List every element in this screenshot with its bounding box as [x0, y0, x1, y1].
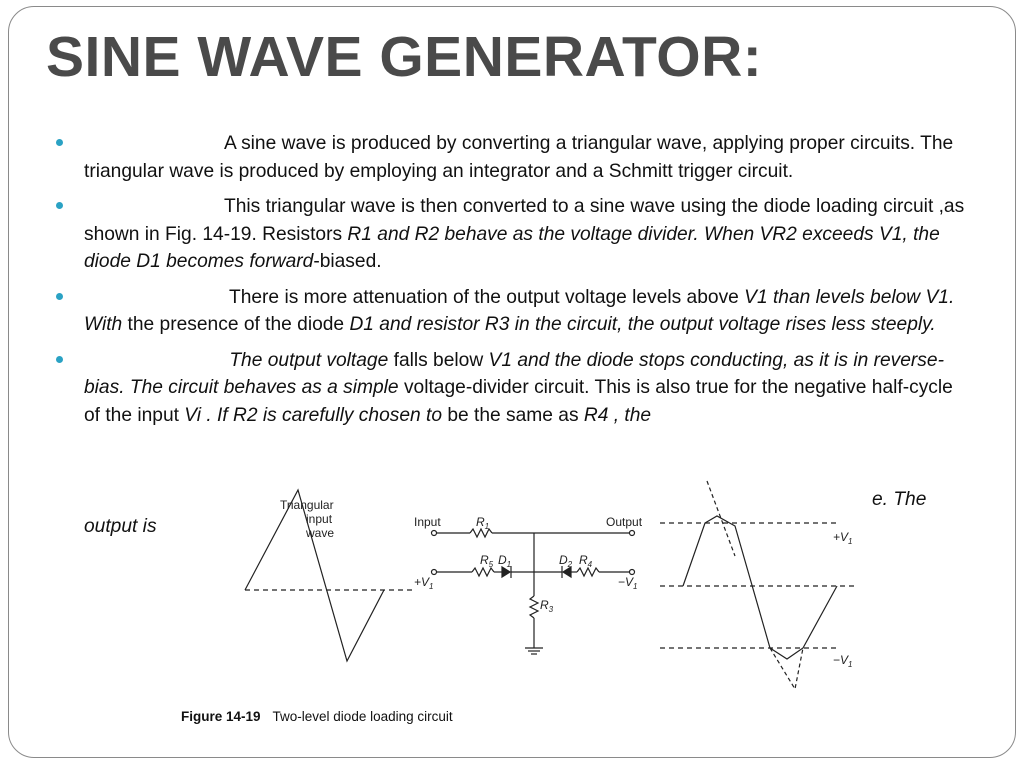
d2-label: $D_2$ — [559, 553, 573, 569]
text-segment: R4 , the — [583, 404, 652, 426]
triangular-label-3: wave — [306, 526, 335, 540]
output-terminal — [630, 531, 635, 536]
text-segment: be the same as — [447, 404, 584, 426]
bullet-item-3 — [52, 284, 972, 339]
text-segment: This triangular wave is then converted to a sine wave using the diode loading circuit ,as shown in Fig. 14-19. Resistors — [84, 196, 965, 245]
text-segment: R1 and R2 behave as the voltage divider. When VR2 exceeds V1, the diode D1 becomes forward — [84, 223, 940, 272]
bullet-dot-icon — [56, 202, 63, 209]
resistor-r5 — [472, 568, 494, 576]
text-segment: V1 and the diode stops conducting, as it is in reverse-bias. The circuit behaves as a simple — [84, 349, 944, 398]
diode-loading-circuit — [414, 515, 643, 654]
output-label: Output — [606, 515, 643, 529]
text-segment: falls below — [393, 349, 489, 371]
out-minus-v1-label: $-V_1$ — [833, 653, 853, 669]
input-terminal — [432, 531, 437, 536]
r3-label: $R_3$ — [540, 598, 554, 614]
triangular-input-wave — [245, 490, 415, 661]
unclipped-peak-negative — [770, 648, 803, 689]
bullet-4-continuation-next: output is — [84, 516, 157, 537]
text-segment: -biased. — [313, 251, 382, 272]
shaped-output-waveform — [683, 516, 837, 659]
text-segment: D1 and resistor R3 in the circuit, the output voltage rises less steeply. — [349, 314, 936, 335]
triangular-label-1: Triangular — [280, 498, 334, 512]
plus-v1-terminal — [432, 570, 437, 575]
minus-v1-terminal — [630, 570, 635, 575]
bullet-item-1 — [52, 130, 972, 185]
out-plus-v1-label: $+V_1$ — [833, 530, 853, 546]
plus-v1-label: $+V_1$ — [414, 575, 434, 591]
text-segment: V1 than levels below V1. With — [84, 286, 955, 335]
input-label: Input — [414, 515, 441, 529]
bullet-list — [52, 130, 972, 437]
resistor-r4 — [577, 568, 599, 576]
text-segment: The output voltage — [224, 349, 394, 371]
d1-label: $D_1$ — [498, 553, 512, 569]
slide-title: SINE WAVE GENERATOR: — [46, 25, 763, 89]
text-segment: the presence of the diode — [127, 314, 350, 335]
circuit-figure — [170, 476, 870, 746]
circuit-diagram — [170, 476, 870, 746]
r1-label: $R_1$ — [476, 515, 490, 531]
bullet-item-2 — [52, 193, 972, 276]
bullet-3-text — [84, 287, 954, 336]
output-sine-wave — [660, 481, 854, 689]
r5-label: $R_5$ — [480, 553, 494, 569]
bullet-dot-icon — [56, 356, 63, 363]
figure-number: Figure 14-19 — [181, 709, 261, 724]
text-segment: A sine wave is produced by converting a triangular wave, applying proper circuits. The triangular wave is produced by employing an integrator and a Schmitt trigger circuit. — [84, 133, 954, 182]
bullet-dot-icon — [56, 293, 63, 300]
bullet-4-text — [84, 350, 953, 426]
figure-caption — [181, 709, 453, 724]
bullet-dot-icon — [56, 139, 63, 146]
bullet-2-text — [84, 196, 964, 272]
r4-label: $R_4$ — [579, 553, 593, 569]
bullet-item-4 — [52, 347, 972, 430]
text-segment: Vi . If R2 is carefully chosen to — [184, 404, 448, 426]
triangular-label-2: input — [306, 512, 333, 526]
minus-v1-label: $-V_1$ — [618, 575, 638, 591]
figure-caption-text: Two-level diode loading circuit — [272, 709, 453, 724]
resistor-r3 — [530, 596, 538, 618]
text-segment: There is more attenuation of the output voltage levels above — [224, 286, 745, 308]
bullet-1-text — [84, 133, 953, 182]
text-segment: voltage-divider circuit. This is also true for the negative half-cycle of the input — [84, 377, 953, 426]
bullet-4-continuation-right: e. The — [872, 489, 927, 510]
